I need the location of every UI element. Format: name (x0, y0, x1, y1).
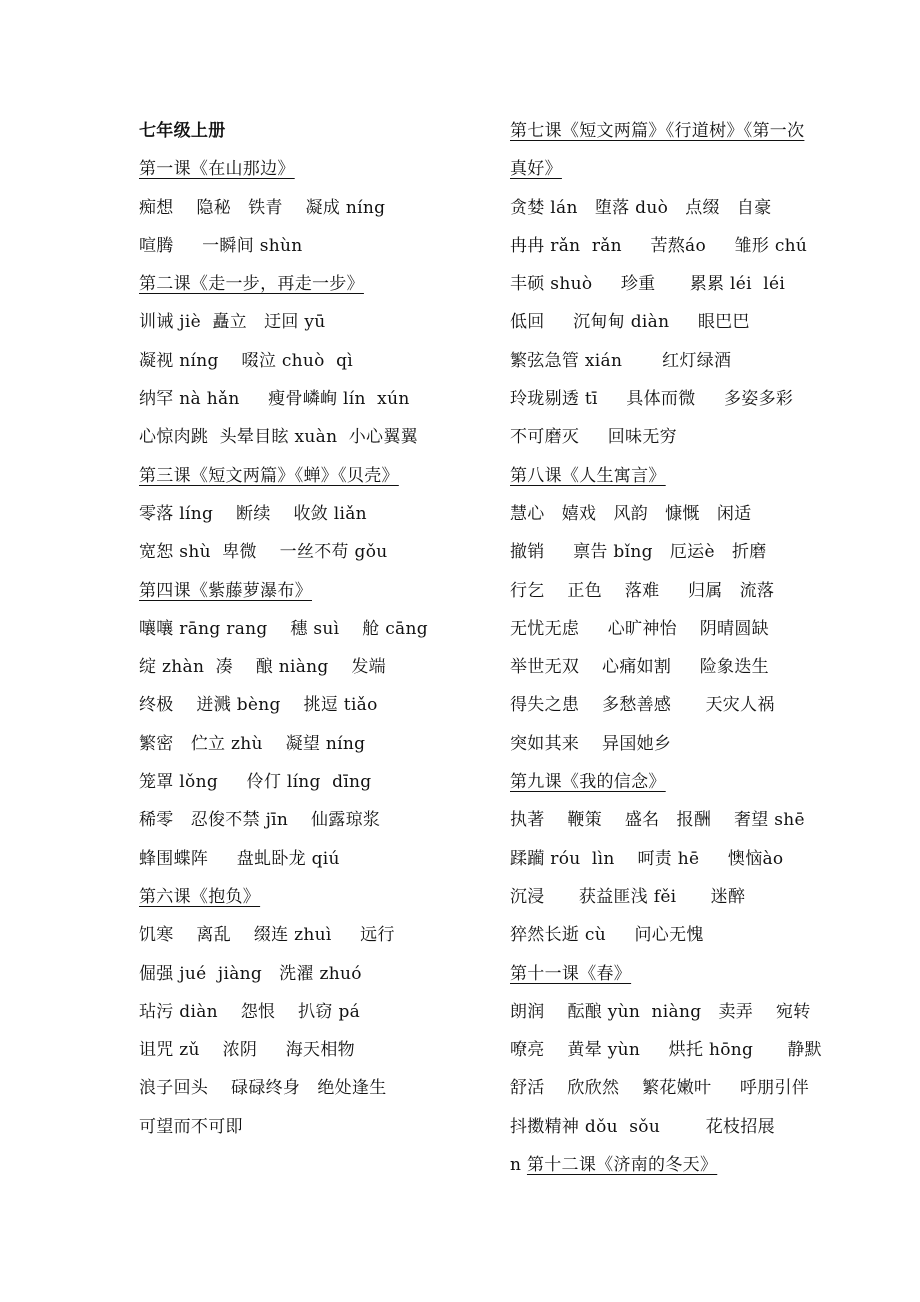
vocab-text: 无忧无虑 心旷神怡 阴晴圆缺 (510, 618, 769, 639)
vocab-line (139, 648, 479, 686)
vocab-line (510, 380, 860, 418)
vocab-line (139, 380, 479, 418)
vocab-text: 沉浸 获益匪浅 fěi 迷醉 (510, 886, 746, 907)
vocab-line (139, 418, 479, 456)
vocab-text: 玷污 diàn 怨恨 扒窃 pá (139, 1001, 361, 1022)
vocab-text: 舒活 欣欣然 繁花嫩叶 呼朋引伴 (510, 1078, 810, 1099)
lesson-heading (139, 878, 479, 916)
vocab-text: 终极 迸溅 bèng 挑逗 tiǎo (139, 695, 378, 716)
lesson-heading-text: 第十二课《济南的冬天》 (526, 1155, 718, 1176)
lesson-heading-text: 第十一课《春》 (510, 963, 632, 984)
vocab-line (510, 686, 860, 724)
vocab-text: 诅咒 zǔ 浓阴 海天相物 (139, 1040, 355, 1061)
vocab-text: 执著 鞭策 盛名 报酬 奢望 shē (510, 810, 805, 831)
vocab-text: 喧腾 一瞬间 shùn (139, 235, 303, 256)
lesson-heading-text: 第八课《人生寓言》 (510, 465, 666, 486)
lesson-heading (510, 457, 860, 495)
vocab-text: 繁密 伫立 zhù 凝望 níng (139, 733, 366, 754)
vocab-line (510, 1031, 860, 1069)
right-column (510, 112, 860, 1184)
lesson-heading (139, 572, 479, 610)
vocab-line (510, 265, 860, 303)
vocab-line (139, 1108, 479, 1146)
lesson-heading (510, 112, 860, 150)
vocab-text: 冉冉 rǎn rǎn 苦熬áo 雏形 chú (510, 235, 808, 256)
vocab-line (510, 1108, 860, 1146)
vocab-line (139, 686, 479, 724)
vocab-text: 凝视 níng 啜泣 chuò qì (139, 350, 354, 371)
vocab-text: 举世无双 心痛如割 险象迭生 (510, 657, 769, 678)
vocab-line (510, 878, 860, 916)
vocab-line (510, 916, 860, 954)
lesson-heading (510, 150, 860, 188)
vocab-line (139, 1069, 479, 1107)
vocab-text: 慧心 嬉戏 风韵 慷慨 闲适 (510, 503, 752, 524)
vocab-text: 朗润 酝酿 yùn niàng 卖弄 宛转 (510, 1001, 811, 1022)
vocab-line (510, 533, 860, 571)
lesson-heading-text: 第九课《我的信念》 (510, 772, 666, 793)
vocab-text: 训诫 jiè 矗立 迂回 yū (139, 312, 326, 333)
vocab-line (139, 1031, 479, 1069)
vocab-line (139, 227, 479, 265)
vocab-text: 抖擞精神 dǒu sǒu 花枝招展 (510, 1116, 775, 1137)
vocab-text: 饥寒 离乱 缀连 zhuì 远行 (139, 925, 395, 946)
vocab-text: 零落 líng 断续 收敛 liǎn (139, 503, 367, 524)
lesson-heading (510, 955, 860, 993)
vocab-text: 繁弦急管 xián 红灯绿酒 (510, 350, 732, 371)
vocab-line (139, 993, 479, 1031)
vocab-line (139, 955, 479, 993)
vocab-text: 不可磨灭 回味无穷 (510, 427, 677, 448)
vocab-text: 可望而不可即 (139, 1116, 243, 1137)
vocab-text: 嘹亮 黄晕 yùn 烘托 hōng 静默 (510, 1040, 822, 1061)
vocab-text: 丰硕 shuò 珍重 累累 léi léi (510, 274, 786, 295)
lesson-heading (139, 457, 479, 495)
vocab-line (139, 840, 479, 878)
vocab-line (139, 763, 479, 801)
vocab-line (139, 189, 479, 227)
grade-title (139, 112, 479, 150)
vocab-text: 纳罕 nà hǎn 瘦骨嶙峋 lín xún (139, 389, 410, 410)
vocab-line (510, 418, 860, 456)
vocab-line (139, 725, 479, 763)
vocab-line (510, 342, 860, 380)
vocab-text: 贪婪 lán 堕落 duò 点缀 自豪 (510, 197, 772, 218)
vocab-text: 玲珑剔透 tī 具体而微 多姿多彩 (510, 389, 794, 410)
vocab-text: 嚷嚷 rāng rang 穗 suì 舱 cāng (139, 618, 428, 639)
vocab-text: 蜂围蝶阵 盘虬卧龙 qiú (139, 848, 340, 869)
vocab-line (139, 303, 479, 341)
stray-prefix-text: n (510, 1155, 527, 1176)
vocab-line (510, 610, 860, 648)
lesson-heading-text: 第二课《走一步，再走一步》 (139, 274, 364, 295)
vocab-line (510, 227, 860, 265)
vocab-text: 心惊肉跳 头晕目眩 xuàn 小心翼翼 (139, 427, 418, 448)
lesson-heading (139, 265, 479, 303)
vocab-line (139, 801, 479, 839)
lesson-heading-text: 第七课《短文两篇》《行道树》《第一次 (510, 121, 805, 141)
vocab-text: 宽恕 shù 卑微 一丝不苟 gǒu (139, 542, 388, 563)
vocab-text: 浪子回头 碌碌终身 绝处逢生 (139, 1078, 387, 1099)
vocab-text: 行乞 正色 落难 归属 流落 (510, 580, 775, 601)
vocab-line (510, 303, 860, 341)
vocab-line (510, 495, 860, 533)
vocab-line (139, 533, 479, 571)
vocab-text: 蹂躏 róu lìn 呵责 hē 懊恼ào (510, 848, 784, 869)
vocab-text: 突如其来 异国她乡 (510, 733, 672, 754)
lesson-heading (139, 150, 479, 188)
vocab-line (139, 916, 479, 954)
vocab-line (510, 840, 860, 878)
vocab-line (510, 725, 860, 763)
vocab-text: 低回 沉甸甸 diàn 眼巴巴 (510, 312, 750, 333)
vocab-line (510, 993, 860, 1031)
grade-title-text: 七年级上册 (139, 121, 226, 141)
lesson-heading (510, 763, 860, 801)
lesson-heading-text: 真好》 (510, 159, 562, 180)
vocab-text: 绽 zhàn 凑 酿 niàng 发端 (139, 657, 386, 678)
vocab-line (510, 801, 860, 839)
lesson-heading-text: 第四课《紫藤萝瀑布》 (139, 580, 312, 601)
lesson-heading-text: 第六课《抱负》 (139, 886, 261, 907)
lesson-heading (510, 1146, 860, 1184)
left-column (139, 112, 479, 1146)
vocab-line (510, 189, 860, 227)
vocab-line (510, 648, 860, 686)
vocab-text: 撤销 禀告 bǐng 厄运è 折磨 (510, 542, 767, 563)
vocab-text: 猝然长逝 cù 问心无愧 (510, 925, 704, 946)
vocab-line (510, 572, 860, 610)
vocab-line (139, 495, 479, 533)
lesson-heading-text: 第一课《在山那边》 (139, 159, 295, 180)
vocab-text: 倔强 jué jiàng 洗濯 zhuó (139, 963, 362, 984)
vocab-text: 笼罩 lǒng 伶仃 líng dīng (139, 772, 372, 793)
vocab-line (510, 1069, 860, 1107)
vocab-text: 稀零 忍俊不禁 jīn 仙露琼浆 (139, 810, 381, 831)
vocab-line (139, 342, 479, 380)
vocab-line (139, 610, 479, 648)
vocab-text: 得失之患 多愁善感 天灾人祸 (510, 695, 775, 716)
lesson-heading-text: 第三课《短文两篇》《蝉》《贝壳》 (139, 465, 399, 486)
vocab-text: 痴想 隐秘 铁青 凝成 níng (139, 197, 386, 218)
